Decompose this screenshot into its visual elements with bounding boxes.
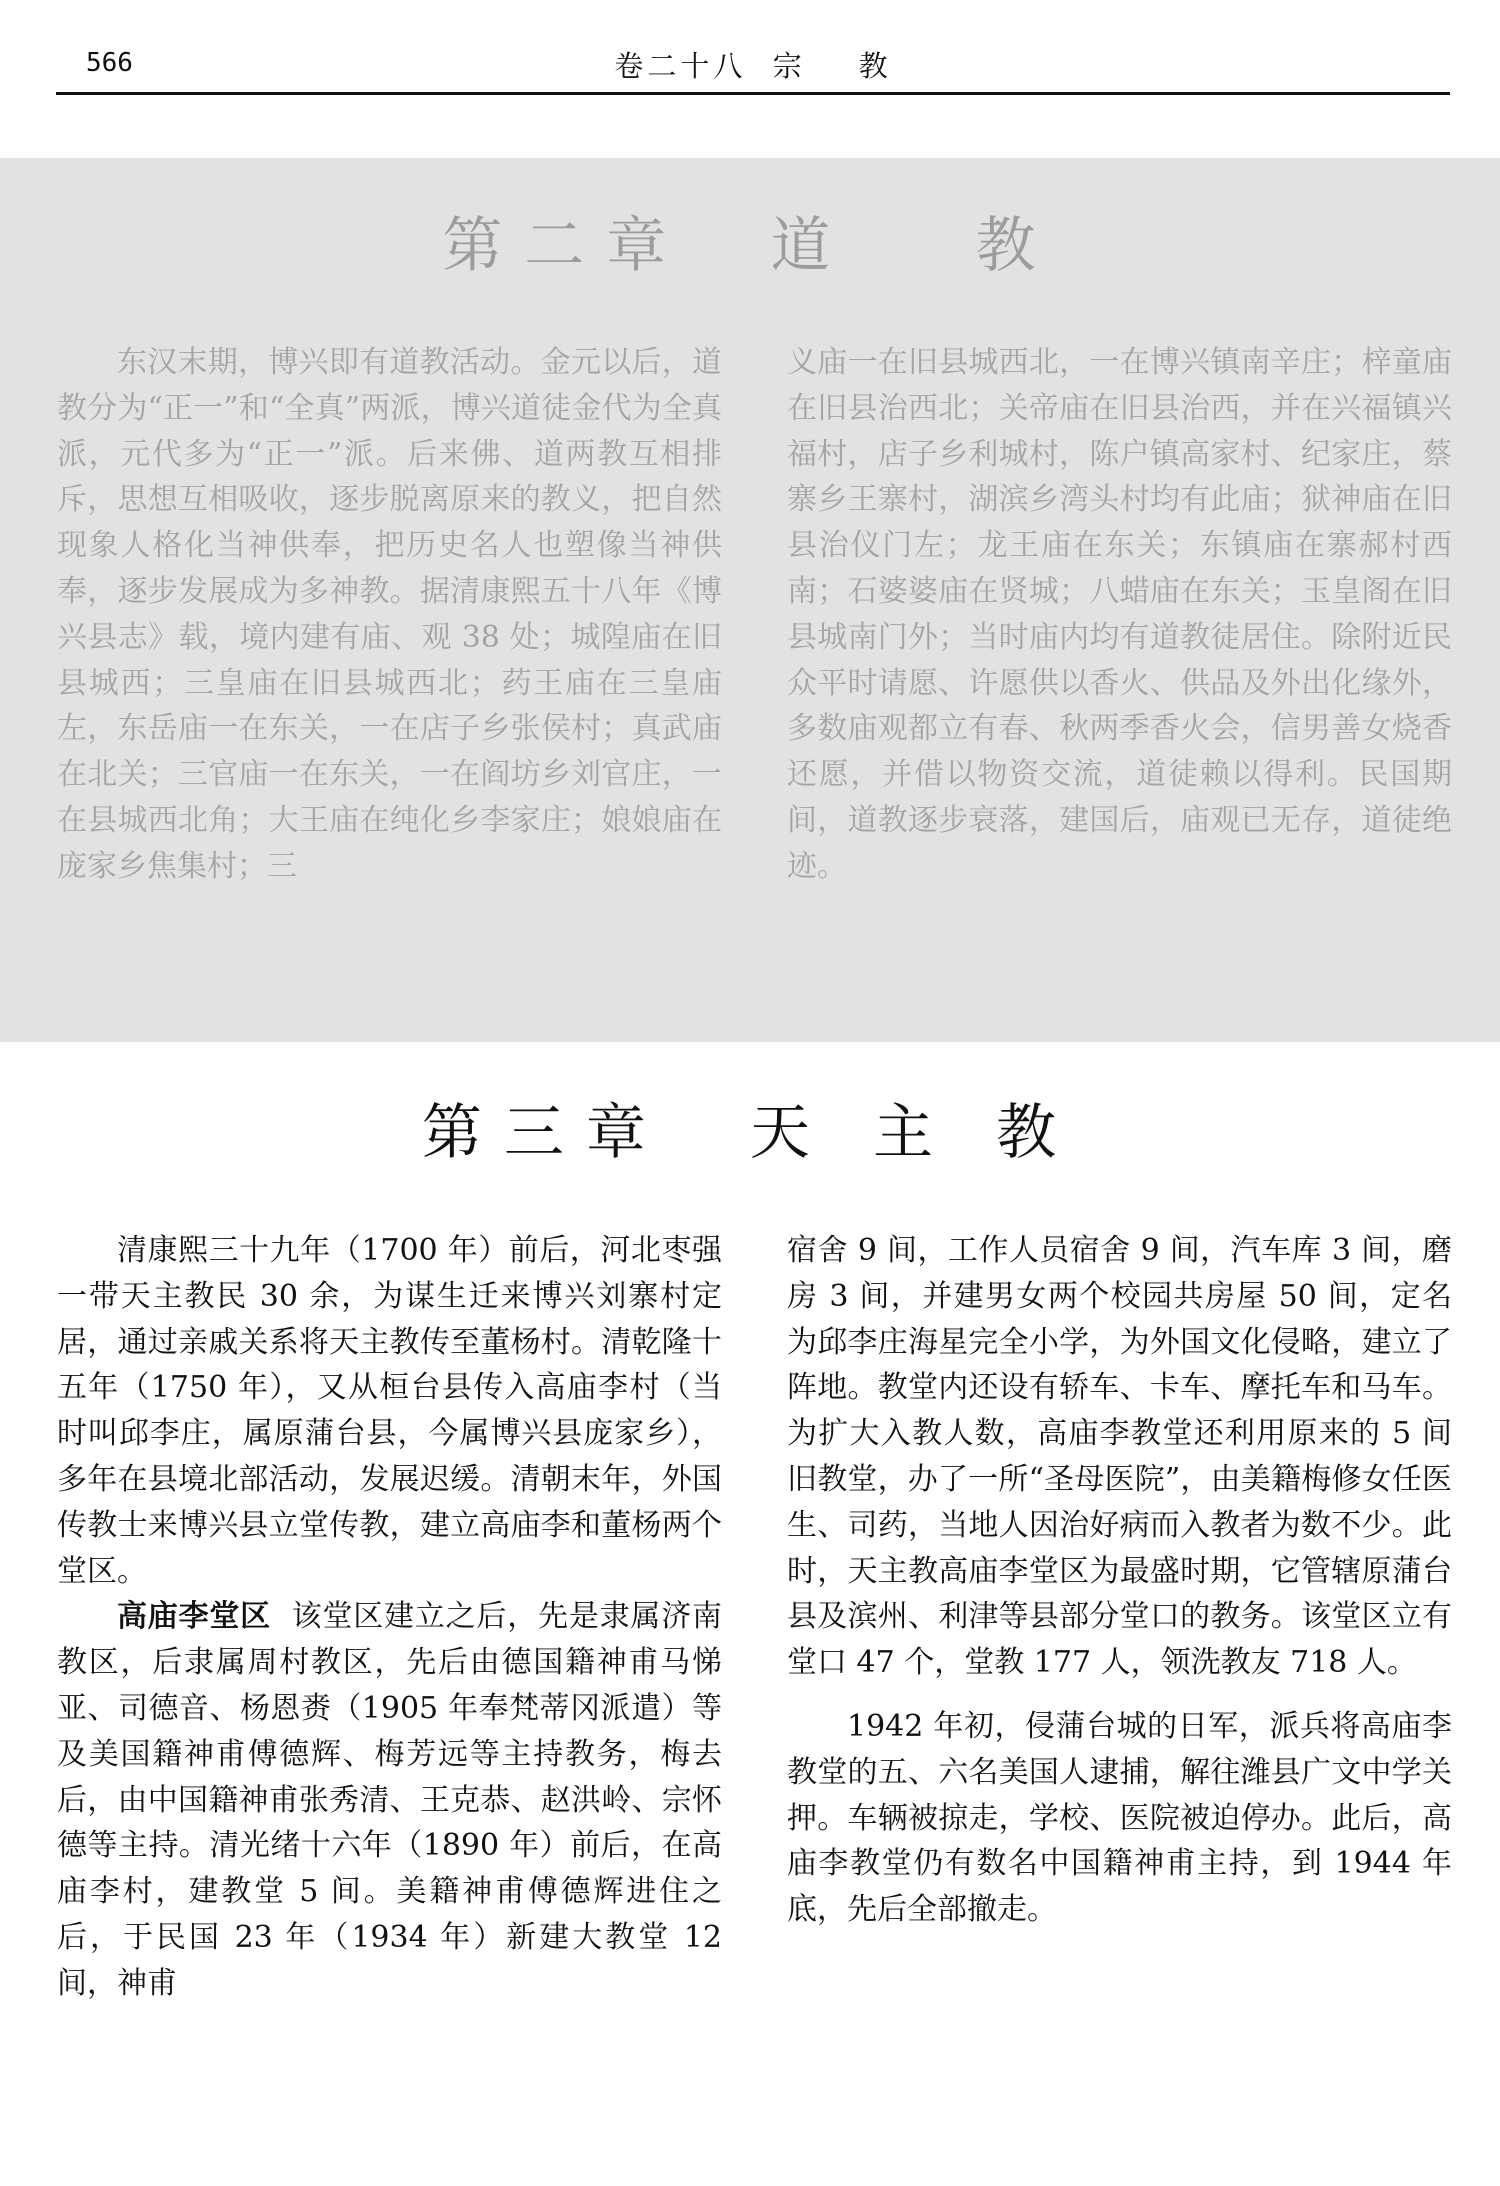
chapter-2-left-column (57, 340, 722, 890)
chapter-2-left-paragraph: 东汉末期，博兴即有道教活动。金元以后，道教分为“正一”和“全真”两派，博兴道徒金代为全真派，元代多为“正一”派。后来佛、道两教互相排斥，思想互相吸收，逐步脱离原来的教义，把自然现象人格化当神供奉，把历史名人也塑像当神供奉，逐步发展成为多神教。据清康熙五十八年《博兴县志》载，境内建有庙、观 38 处；城隍庙在旧县城西；三皇庙在旧县城西北；药王庙在三皇庙左，东岳庙一在东关，一在店子乡张侯村；真武庙在北关；三官庙一在东关，一在阎坊乡刘官庄，一在县城西北角；大王庙在纯化乡李家庄；娘娘庙在庞家乡焦集村；三 (57, 345, 722, 884)
running-title: 卷二十八 宗 教 (614, 49, 892, 83)
chapter-3-paragraph-1942: 1942 年初，侵蒲台城的日军，派兵将高庙李教堂的五、六名美国人逮捕，解往潍县广文中学关押。车辆被掠走，学校、医院被迫停办。此后，高庙李教堂仍有数名中国籍神甫主持，到 1944 年底，先后全部撤走。 (787, 1708, 1452, 1928)
chapter-2-right-column (787, 340, 1452, 890)
chapter-3-paragraph-continued: 宿舍 9 间，工作人员宿舍 9 间，汽车库 3 间，磨房 3 间，并建男女两个校园共房屋 50 间，定名为邱李庄海星完全小学，为外国文化侵略，建立了阵地。教堂内还设有轿车、卡车、摩托车和马车。为扩大入教人数，高庙李教堂还利用原来的 5 间旧教堂，办了一所“圣母医院”，由美籍梅修女任医生、司药，当地人因治好病而入教者为数不少。此时，天主教高庙李堂区为最盛时期，它管辖原蒲台县及滨州、利津等县部分堂口的教务。该堂区立有堂口 47 个，堂教 177 人，领洗教友 718 人。 (787, 1233, 1452, 1681)
chapter-3-paragraph-gaomiaoli (57, 1594, 722, 2006)
page-header (56, 44, 1450, 94)
chapter-3-title: 第三章 天 主 教 (421, 1098, 1079, 1168)
page-number: 566 (86, 48, 133, 78)
chapter-3-right-column (787, 1228, 1452, 1933)
section-body-gaomiaoli: 该堂区建立之后，先是隶属济南教区，后隶属周村教区，先后由德国籍神甫马悌亚、司德音、杨恩赉（1905 年奉梵蒂冈派遣）等及美国籍神甫傅德辉、梅芳远等主持教务，梅去后，由中国籍神甫张秀清、王克恭、赵洪岭、宗怀德等主持。清光绪十六年（1890 年）前后，在高庙李村，建教堂 5 间。美籍神甫傅德辉进住之后，于民国 23 年（1934 年）新建大教堂 12 间，神甫 (57, 1599, 723, 2001)
chapter-2-section (0, 158, 1500, 1042)
chapter-3-paragraph-intro: 清康熙三十九年（1700 年）前后，河北枣强一带天主教民 30 余，为谋生迁来博兴刘寨村定居，通过亲戚关系将天主教传至董杨村。清乾隆十五年（1750 年），又从桓台县传入高庙李村（当时叫邱李庄，属原蒲台县，今属博兴县庞家乡），多年在县境北部活动，发展迟缓。清朝末年，外国传教士来博兴县立堂传教，建立高庙李和董杨两个堂区。 (57, 1233, 722, 1589)
header-rule (56, 92, 1450, 95)
section-heading-gaomiaoli: 高庙李堂区 (117, 1599, 271, 1635)
chapter-2-title: 第二章 道 教 (442, 211, 1058, 281)
chapter-3-left-column (57, 1228, 722, 2007)
chapter-2-right-paragraph: 义庙一在旧县城西北，一在博兴镇南辛庄；梓童庙在旧县治西北；关帝庙在旧县治西，并在兴福镇兴福村，店子乡利城村，陈户镇高家村、纪家庄，蔡寨乡王寨村，湖滨乡湾头村均有此庙；狱神庙在旧县治仪门左；龙王庙在东关；东镇庙在寨郝村西南；石婆婆庙在贤城；八蜡庙在东关；玉皇阁在旧县城南门外；当时庙内均有道教徒居住。除附近民众平时请愿、许愿供以香火、供品及外出化缘外，多数庙观都立有春、秋两季香火会，信男善女烧香还愿，并借以物资交流，道徒赖以得利。民国期间，道教逐步衰落，建国后，庙观已无存，道徒绝迹。 (787, 345, 1452, 884)
